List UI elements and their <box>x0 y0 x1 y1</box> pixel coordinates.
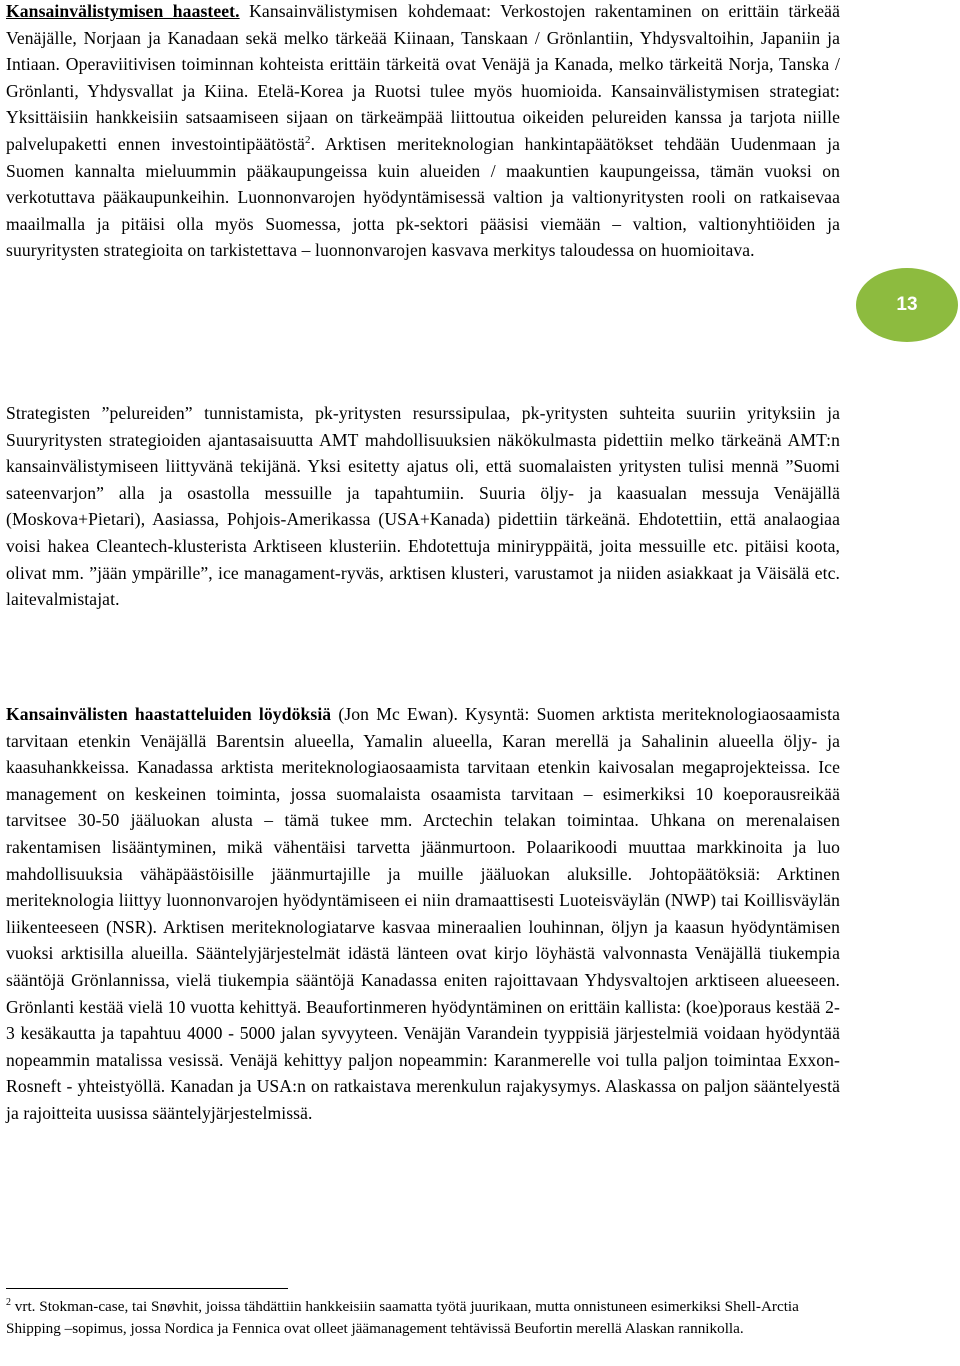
text-conclusions: Arktinen meriteknologia liittyy luonnonvarojen hyödyntämiseen ei niin dramaattisesti Luoteisväylän (NWP) tai Koillisväylän liikenteeseen (NSR). Arktisen meriteknologiatarve kasvaa mineraalien louhinnan, öljyn ja kaasun hyödyntämisen vuoksi arktisilla alueilla. Sääntelyjärjestelmät idästä länteen ovat kirjo löyhästä valvonnasta Venäjällä tiukempia sääntöjä Grönlannissa, vielä tiukempia sääntöjä Kanadassa eniten rajoittavaan Yhdysvaltojen arktiseen alueeseen. Grönlanti kestää vielä 10 vuotta kehittyä. Beaufortinmeren hyödyntäminen on erittäin kallista: (koe)poraus kestää 2-3 kesäkautta ja tapahtuu 4000 - 5000 jalan syvyyteen. Venäjän Varandein tyyppisiä järjestelmiä voidaan hyödyntää nopeammin matalissa vesissä. Venäjä kehittyy paljon nopeammin: Karanmerelle voi tulla paljon toimintaa Exxon-Rosneft - yhteistyöllä. Kanadan ja USA:n on ratkaistava merenkulun rajakysymys. Alaskassa on paljon sääntelyestä ja rajoitteita uusissa sääntelyjärjestelmissä. <box>6 863 841 1123</box>
paragraph-international-interviews <box>6 701 840 1127</box>
text-strategies-part-a: Yksittäisiin hankkeisiin satsaamiseen sijaan on tärkeämpää liittoutua oikeiden pelureiden kanssa ja tarjota niille palvelupaketti ennen investointipäätöstä <box>6 107 840 154</box>
text-demand: Suomen arktista meriteknologiaosaamista tarvitaan etenkin Venäjällä Barentsin alueella, Yamalin alueella, Karan merellä ja Sahalinin alueella öljy- ja kaasuhankkeissa. Kanadassa arktista meriteknologiaosaamista tarvitaan etenkin kaivosalan megaprojekteissa. Ice management on keskeinen toiminta, jossa suomalaista osaamista tarvitaan – esimerkiksi 10 koeporausreikää tarvitsee 30-50 jääluokan alusta – tämä tukee mm. Arctechin telakan toimintaa. Uhkana on merenalaisen rakentamisen lisääntyminen, mikä vähentäisi tarvetta jäänmurtoon. Polaarikoodi muuttaa markkinoita ja luo mahdollisuuksia vähäpäästöisille jäänmurtajille ja muille jääluokan aluksille. <box>6 704 840 884</box>
footnote-text: vrt. Stokman-case, tai Snøvhit, joissa tähdättiin hankkeisiin saamatta työtä juurikaan, mutta onnistuneen esimerkiksi Shell-Arctia Shipping –sopimus, jossa Nordica ja Fennica ovat olleet jäämanagement tehtävissä Beufortin merellä Alaskan rannikolla. <box>6 1298 799 1337</box>
paragraph-internationalization-challenges <box>6 0 840 264</box>
paragraph-strategic-players: Strategisten ”pelureiden” tunnistamista, pk-yritysten resurssipulaa, pk-yritysten suhteita suuriin yrityksiin ja Suuryritysten strategioiden ajantasaisuutta AMT mahdollisuuksien näkökulmasta pidettiin melko tärkeänä AMT:n kansainvälistymiseen liittyvänä tekijänä. Yksi esitetty ajatus oli, että suomalaisten yritysten tulisi mennä ”Suomi sateenvarjon” alla ja osastolla messuille ja tapahtumiin. Suuria öljy- ja kaasualan messuja Venäjällä (Moskova+Pietari), Aasiassa, Pohjois-Amerikassa (USA+Kanada) pidettiin tärkeänä. Ehdotettiin, että analaogiaa voisi hakea Cleantech-klusterista Arktiseen klusteriin. Ehdotettuja miniryppäitä, joita messuille etc. pitäisi koota, olivat mm. ”jään ympärille”, ice managament-ryväs, arktisen klusteri, varustamot ja niiden asiakkaat ja Väisälä etc. laitevalmistajat. <box>6 403 840 610</box>
text-target-countries: Verkostojen rakentaminen on erittäin tärkeää Venäjälle, Norjaan ja Kanadaan sekä melko tärkeää Kiinaan, Tanskaan / Grönlantiin, Yhdysvaltoihin, Japaniin ja Intiaan. Operaviitivisen toiminnan kohteista erittäin tärkeitä ovat Venäjä ja Kanada, melko tärkeitä Norja, Tanska / Grönlanti, Yhdysvallat ja Kiina. Etelä-Korea ja Ruotsi tulee myös huomioida. <box>6 1 841 101</box>
interview-author: (Jon Mc Ewan). <box>331 704 466 724</box>
footnote-reference: 2 <box>304 133 311 146</box>
section-heading-challenges: Kansainvälistymisen haasteet. <box>6 1 240 21</box>
footnote <box>6 1296 840 1340</box>
label-demand: Kysyntä: <box>465 704 530 724</box>
text-strategies-part-b: . Arktisen meriteknologian hankintapäätökset tehdään Uudenmaan ja Suomen kannalta mieluummin pääkaupungeissa kuin alueiden / maakuntien kaupungeissa, tämän vuoksi on verkotuttava pääkaupunkeihin. Luonnonvarojen hyödyntämisessä valtion ja valtionyritysten rooli on ratkaisevaa maailmalla ja pitäisi olla myös Suomessa, jotta pk-sektori pääsisi viemään – valtion, valtionyhtiöiden ja suuryritysten strategioita on tarkistettava – luonnonvarojen kasvava merkitys taloudessa on huomioitava. <box>6 133 840 261</box>
section-heading-interview-findings: Kansainvälisten haastatteluiden löydöksiä <box>6 704 332 724</box>
page-number: 13 <box>896 294 918 315</box>
label-conclusions: Johtopäätöksiä: <box>649 863 761 884</box>
label-target-countries: Kansainvälistymisen kohdemaat: <box>249 1 492 21</box>
footnote-number: 2 <box>6 1297 11 1308</box>
footnote-separator <box>6 1288 288 1289</box>
page-number-badge <box>856 268 958 342</box>
label-strategies: Kansainvälistymisen strategiat: <box>611 80 840 101</box>
